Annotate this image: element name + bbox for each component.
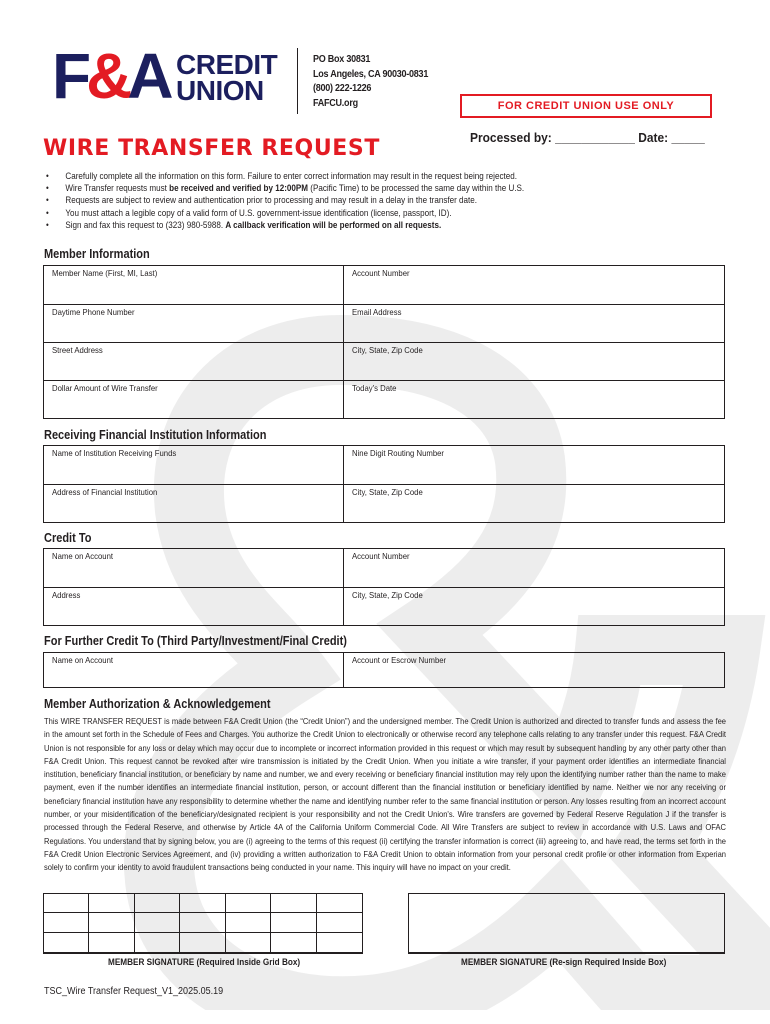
credit-to-name-field[interactable]: Name on Account (44, 549, 344, 587)
instructions-list (46, 170, 726, 231)
credit-to-account-number-field[interactable]: Account Number (352, 551, 410, 561)
credit-union-address: PO Box 30831 Los Angeles, CA 90030-0831 (800) 222-1226 FAFCU.org (313, 53, 429, 109)
further-credit-name-field[interactable]: Name on Account (44, 653, 344, 687)
logo-fa-mark: F&A (52, 40, 169, 112)
instruction-item: • You must attach a legible copy of a valid form of U.S. government-issue identification (license, passport, ID). (46, 207, 644, 219)
signature-grid-label: MEMBER SIGNATURE (Required Inside Grid Box) (108, 957, 301, 967)
credit-to-city-state-zip-field[interactable]: City, State, Zip Code (352, 590, 423, 600)
fa-credit-union-logo (52, 40, 292, 112)
credit-to-grid (43, 548, 725, 626)
header-divider (297, 48, 298, 114)
credit-to-address-field[interactable]: Address (44, 588, 344, 625)
email-address-field[interactable]: Email Address (352, 307, 402, 317)
instruction-item: • Carefully complete all the information on this form. Failure to enter correct information may result in the request being rejected. (46, 170, 644, 182)
authorization-heading: Member Authorization & Acknowledgement (44, 697, 271, 711)
receiving-institution-heading: Receiving Financial Institution Information (44, 428, 267, 442)
receiving-institution-grid (43, 445, 725, 523)
routing-number-field[interactable]: Nine Digit Routing Number (352, 448, 444, 458)
street-address-field[interactable]: Street Address (44, 343, 344, 380)
credit-to-heading: Credit To (44, 531, 92, 545)
member-name-field[interactable]: Member Name (First, MI, Last) (44, 266, 344, 304)
processed-by-date-field[interactable]: Processed by: ____________ Date: _____ (470, 130, 705, 145)
todays-date-field[interactable]: Today's Date (352, 383, 397, 393)
instruction-item: • Requests are subject to review and authentication prior to processing and may result in a delay in the transfer date. (46, 194, 644, 206)
daytime-phone-field[interactable]: Daytime Phone Number (44, 305, 344, 342)
signature-line (43, 953, 363, 954)
signature-grid-box[interactable] (43, 893, 363, 953)
logo-wordmark: CREDIT UNION (176, 49, 278, 106)
dollar-amount-field[interactable]: Dollar Amount of Wire Transfer (44, 381, 344, 418)
further-credit-grid (43, 652, 725, 688)
instruction-item: • Wire Transfer requests must be received and verified by 12:00PM (Pacific Time) to be processed the same day within the U.S. (46, 182, 644, 194)
member-information-heading: Member Information (44, 247, 150, 261)
authorization-text: This WIRE TRANSFER REQUEST is made between F&A Credit Union (the “Credit Union”) and the undersigned member. The Credit Union is authorized and directed to transfer funds and assess the fee in the amount set forth in the Schedule of Fees and Charges. You authorize the Credit Union to electronically or otherwise record any telephone calls relating to any transfer under this request. F&A Credit Union is not responsible for any loss or delay which may occur due to incomplete or incorrect information provided in this request or which may result by subsequent handling by any other party other than F&A Credit Union. This request cannot be revoked after wire transmission is initiated by the Credit Union. When you initiate a wire transfer, if your payment order identifies an intermediate financial institution, beneficiary financial institution, or beneficiary by name and number, we and every receiving or beneficiary financial institution may rely upon the identifying number rather than the name to make payment, even if the number identifies an intermediate financial institution, person, or account different than the financial institution or beneficiary identified by name. Neither we nor any receiving or beneficiary financial institution have any responsibility to determine whether the name and identifying number refer to the same financial institution or person. Any losses resulting from an incorrect account number, or your misidentification of the beneficiary/designated recipient is your responsibility and not the Credit Union's. Wire transfers are governed by Federal Reserve Regulation J if the transfer is processed through the Federal Reserve, and otherwise by Article 4A of the California Uniform Commercial Code. All Wire Transfers are subject to review in accordance with U.S. Laws and OFAC Regulations. You understand that by signing below, you are (i) agreeing to the terms of this request (ii) certifying the transfer information is correct (iii) agreeing to, and have read, the terms set forth in the F&A Credit Union Electronic Services Agreement, and (iv) providing a written authorization to F&A Credit Union to obtain information from your personal credit profile or other information from Experian solely to confirm your identity to avoid fraudulent transactions being conducted in your name. This inquiry will have no impact on your credit. (44, 716, 726, 873)
signature-line (408, 953, 725, 954)
resign-signature-box[interactable] (408, 893, 725, 953)
credit-union-use-only-box: FOR CREDIT UNION USE ONLY (460, 94, 712, 118)
resign-signature-label: MEMBER SIGNATURE (Re-sign Required Inside Box) (461, 957, 667, 967)
institution-name-field[interactable]: Name of Institution Receiving Funds (44, 446, 344, 484)
institution-address-field[interactable]: Address of Financial Institution (44, 485, 344, 522)
institution-city-state-zip-field[interactable]: City, State, Zip Code (352, 487, 423, 497)
page-title: WIRE TRANSFER REQUEST (43, 136, 380, 161)
form-version-footer: TSC_Wire Transfer Request_V1_2025.05.19 (44, 986, 224, 997)
member-account-number-field[interactable]: Account Number (352, 268, 410, 278)
member-city-state-zip-field[interactable]: City, State, Zip Code (352, 345, 423, 355)
further-credit-heading: For Further Credit To (Third Party/Investment/Final Credit) (44, 634, 347, 648)
member-information-grid (43, 265, 725, 419)
further-credit-account-field[interactable]: Account or Escrow Number (352, 655, 447, 665)
instruction-item: • Sign and fax this request to (323) 980-5988. A callback verification will be performed on all requests. (46, 219, 644, 231)
